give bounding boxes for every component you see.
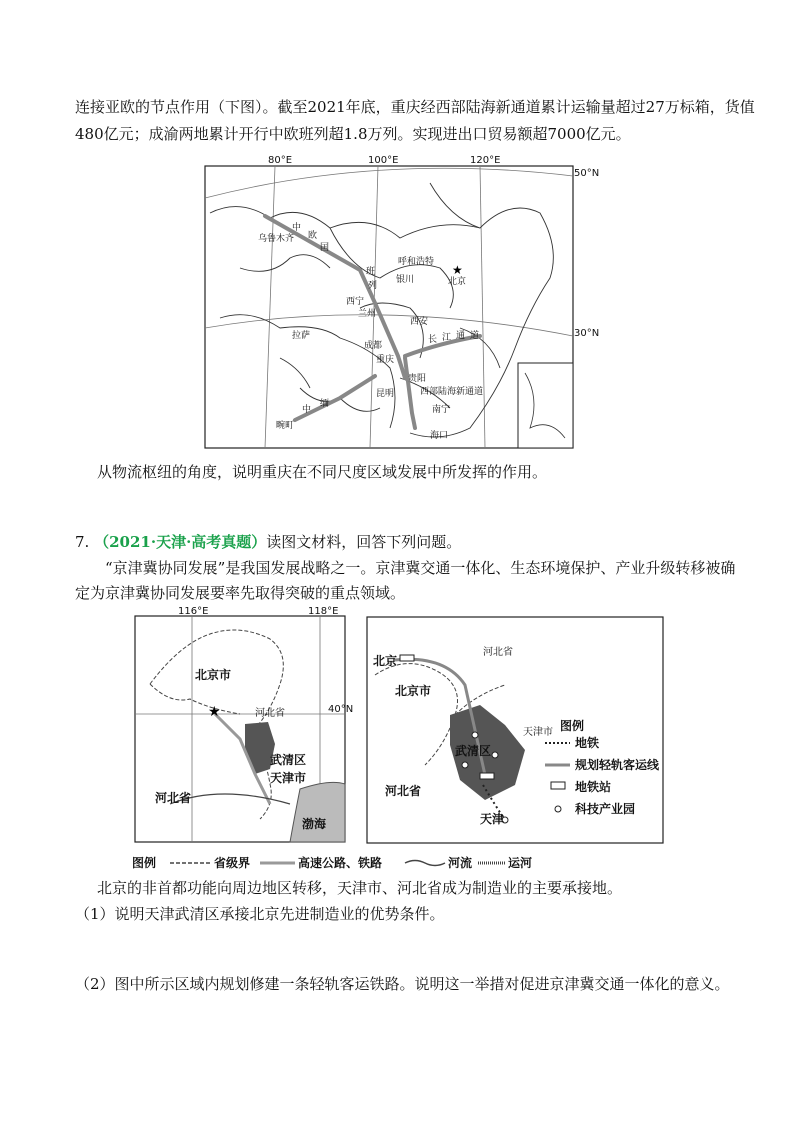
- lat-label-30: 30°N: [574, 328, 600, 339]
- lon-label-118: 118°E: [308, 606, 339, 617]
- q7-source-tag: （2021·天津·高考真题）: [94, 533, 267, 551]
- label-beijing: 北京: [373, 654, 398, 668]
- station-beijing-icon: [400, 655, 414, 661]
- city-chengdu: 成都: [364, 341, 383, 351]
- route-label-zhong: 中: [292, 223, 302, 233]
- label-beijing-city: 北京市: [395, 684, 432, 698]
- legend-light-rail: 规划轻轨客运线: [575, 758, 660, 772]
- city-wanding: 畹町: [276, 421, 295, 431]
- q6-china-route-map: [180, 155, 600, 458]
- label-tianjin-city-vertical: 天津市: [523, 727, 553, 738]
- legend-tech-park: 科技产业园: [575, 802, 636, 816]
- label-tianjin-city: 天津市: [270, 771, 307, 785]
- city-xian: 西安: [410, 317, 429, 327]
- city-hohhot: 呼和浩特: [398, 257, 435, 267]
- tech-park-icon: [472, 732, 478, 738]
- q6-question: 从物流枢纽的角度，说明重庆在不同尺度区域发展中所发挥的作用。: [97, 463, 548, 481]
- city-kunming: 昆明: [376, 389, 395, 399]
- route-label-western-corridor: 西部陆海新通道: [420, 387, 484, 397]
- route-label-zhong2: 中: [302, 405, 312, 415]
- label-wuqing: 武清区: [270, 753, 307, 767]
- tech-park-icon: [492, 752, 498, 758]
- legend-subway: 地铁: [575, 736, 600, 750]
- city-xining: 西宁: [346, 297, 365, 307]
- route-label-jiang: 江: [442, 333, 452, 343]
- legend-title: 图例: [560, 719, 585, 733]
- label-beijing-city: 北京市: [195, 668, 232, 682]
- lon-label-100: 100°E: [368, 155, 399, 166]
- lat-label-50: 50°N: [574, 168, 600, 179]
- city-lanzhou: 兰州: [358, 309, 377, 319]
- lon-label-120: 120°E: [470, 155, 501, 166]
- route-label-mian: 缅: [320, 399, 330, 409]
- q6-text-line1: 连接亚欧的节点作用（下图）。截至2021年底，重庆经西部陆海新通道累计运输量超过27万标箱，货值: [75, 98, 755, 116]
- city-guiyang: 贵阳: [408, 374, 427, 384]
- legend-canal: 运河: [508, 856, 533, 870]
- capital-star-icon: ★: [452, 263, 463, 277]
- legend-river: 河流: [448, 856, 473, 870]
- lon-label-80: 80°E: [268, 155, 293, 166]
- lon-label-116: 116°E: [178, 606, 209, 617]
- label-hebei-province: 河北省: [385, 784, 422, 798]
- city-chongqing: 重庆: [376, 355, 395, 365]
- tech-park-icon: [462, 762, 468, 768]
- q7-para1: “京津冀协同发展”是我国发展战略之一。京津冀交通一体化、生态环境保护、产业升级转移被确: [105, 559, 736, 577]
- q7-sub-question-1: （1）说明天津武清区承接北京先进制造业的优势条件。: [75, 905, 445, 923]
- route-label-dao: 道: [470, 331, 480, 341]
- route-label-chang: 长: [428, 335, 438, 345]
- q7-number: 7.: [75, 533, 90, 551]
- legend-station: 地铁站: [575, 780, 612, 794]
- route-label-ou: 欧: [308, 231, 318, 241]
- route-label-tong: 通: [456, 331, 466, 341]
- label-tianjin: 天津: [480, 812, 505, 826]
- city-urumqi: 乌鲁木齐: [258, 234, 295, 244]
- q7-right-map: [365, 615, 665, 845]
- q7-bottom-legend: [130, 852, 550, 874]
- q7-heading: [75, 532, 461, 552]
- q6-text-line2: 480亿元；成渝两地累计开行中欧班列超1.8万列。实现进出口贸易额超7000亿元。: [75, 125, 631, 143]
- route-label-guo: 国: [320, 243, 330, 253]
- label-bohai: 渤海: [302, 817, 327, 831]
- beijing-star-icon: ★: [208, 704, 221, 720]
- q7-intro: 读图文材料，回答下列问题。: [266, 533, 462, 551]
- route-label-ban: 班: [366, 267, 376, 277]
- legend-title: 图例: [132, 856, 157, 870]
- station-wuqing-icon: [480, 773, 494, 779]
- city-haikou: 海口: [430, 431, 449, 441]
- q7-sub-question-2: （2）图中所示区域内规划修建一条轻轨客运铁路。说明这一举措对促进京津冀交通一体化的意义。: [75, 975, 730, 993]
- city-nanning: 南宁: [432, 405, 451, 415]
- legend-province-border: 省级界: [214, 856, 251, 870]
- legend-highway-railway: 高速公路、铁路: [298, 856, 383, 870]
- route-label-lie: 列: [368, 281, 378, 291]
- q7-left-map: [130, 604, 354, 844]
- label-hebei-vertical: 河北省: [483, 647, 513, 658]
- city-yinchuan: 银川: [396, 275, 415, 285]
- q7-para3: 北京的非首都功能向周边地区转移，天津市、河北省成为制造业的主要承接地。: [97, 879, 623, 897]
- city-beijing: 北京: [448, 277, 467, 287]
- lat-label-40: 40°N: [328, 704, 354, 715]
- label-wuqing: 武清区: [455, 744, 492, 758]
- q7-para2: 定为京津冀协同发展要率先取得突破的重点领域。: [75, 584, 406, 602]
- label-hebei-province: 河北省: [155, 791, 192, 805]
- city-lhasa: 拉萨: [292, 331, 311, 341]
- label-hebei-vertical: 河北省: [255, 708, 285, 719]
